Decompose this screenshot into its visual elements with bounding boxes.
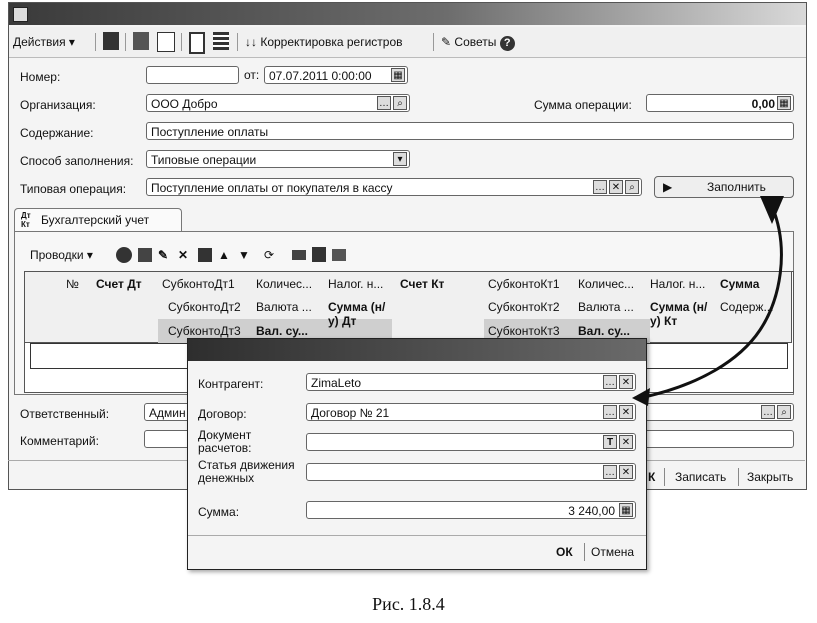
clear-icon[interactable]: ✕ (619, 465, 633, 479)
ok-button[interactable]: К (648, 470, 656, 484)
select-dots-icon[interactable]: … (763, 407, 773, 418)
contract-value: Договор № 21 (311, 406, 390, 420)
refresh-icon[interactable]: ⟳ (264, 248, 275, 262)
contractor-label: Контрагент: (198, 377, 264, 391)
col-amount[interactable]: Сумма (720, 277, 760, 291)
figure-caption: Рис. 1.8.4 (372, 594, 445, 614)
col-subconto-dt2[interactable]: СубконтоДт2 (168, 300, 241, 314)
comment-label: Комментарий: (20, 434, 99, 448)
col-currency-kt[interactable]: Валюта ... (578, 300, 634, 314)
search-icon[interactable]: ⌕ (777, 405, 791, 419)
edit-icon[interactable]: ✎ (158, 248, 169, 262)
close-button[interactable]: Закрыть (738, 468, 793, 486)
organization-label: Организация: (20, 98, 96, 112)
col-subconto-dt1[interactable]: СубконтоДт1 (162, 277, 235, 291)
dialog-ok-button[interactable]: ОК (556, 545, 573, 559)
fill-method-value: Типовые операции (151, 153, 257, 167)
col-quantity-kt[interactable]: Количес... (578, 277, 635, 291)
col-debit-account[interactable]: Счет Дт (96, 277, 142, 291)
tips-icon: ✎ (441, 35, 452, 49)
col-currency-sum-kt[interactable]: Вал. су... (578, 324, 630, 338)
contract-label: Договор: (198, 407, 247, 421)
tips-label: Советы (454, 35, 497, 49)
debit-credit-icon: Дт Кт (21, 211, 31, 229)
col-tax-kt[interactable]: Налог. н... (650, 277, 706, 291)
col-subconto-kt1[interactable]: СубконтоКт1 (488, 277, 560, 291)
content-label: Содержание: (20, 126, 94, 140)
cashflow-label-line2: денежных (198, 471, 255, 485)
typical-operation-label: Типовая операция: (20, 182, 127, 196)
date-value: 07.07.2011 0:00:00 (269, 69, 372, 83)
move-up-icon[interactable]: ▲ (218, 248, 230, 262)
delete-icon[interactable]: ✕ (178, 248, 189, 262)
amount-label: Сумма: (198, 505, 240, 519)
actions-label: Действия (13, 35, 66, 49)
fill-button-label: Заполнить (707, 180, 766, 194)
select-dots-icon[interactable]: … (605, 377, 615, 388)
col-credit-account[interactable]: Счет Кт (400, 277, 445, 291)
arrow-head (632, 388, 650, 406)
chevron-down-icon[interactable]: ▾ (393, 152, 407, 166)
select-dots-icon[interactable]: … (605, 467, 615, 478)
col-amount-nu-kt[interactable]: Сумма (н/у) Кт (650, 300, 708, 328)
calculator-icon[interactable]: ▦ (777, 96, 791, 110)
select-dots-icon[interactable]: … (605, 407, 615, 418)
dialog-cancel-button[interactable]: Отмена (584, 543, 634, 561)
col-subconto-dt3[interactable]: СубконтоДт3 (168, 324, 241, 338)
search-icon[interactable]: ⌕ (393, 96, 407, 110)
save-button[interactable]: Записать (664, 468, 726, 486)
cashflow-label-line1: Статья движения (198, 458, 295, 472)
entries-label: Проводки (30, 248, 84, 262)
type-icon[interactable]: T (603, 435, 617, 449)
calendar-icon[interactable]: ▦ (391, 68, 405, 82)
arrow-tail-marker (760, 196, 784, 224)
register-label: Корректировка регистров (260, 35, 403, 49)
col-subconto-kt3[interactable]: СубконтоКт3 (488, 324, 560, 338)
settlement-doc-label-line1: Документ (198, 428, 252, 442)
fill-method-label: Способ заполнения: (20, 154, 134, 168)
col-number[interactable]: № (66, 277, 79, 291)
chevron-down-icon: ▾ (68, 35, 75, 49)
amount-value: 3 240,00 (568, 504, 615, 518)
select-dots-icon[interactable]: … (595, 182, 605, 193)
col-currency-sum-dt[interactable]: Вал. су... (256, 324, 308, 338)
search-icon[interactable]: ⌕ (625, 180, 639, 194)
chevron-down-icon: ▾ (86, 248, 93, 262)
help-icon[interactable]: ? (500, 36, 515, 51)
move-down-icon[interactable]: ▼ (238, 248, 250, 262)
play-icon: ▶ (663, 180, 673, 194)
col-tax-dt[interactable]: Налог. н... (328, 277, 384, 291)
responsible-value: Админ (149, 406, 186, 420)
content-field[interactable]: Поступление оплаты (146, 122, 794, 140)
clear-icon[interactable]: ✕ (619, 435, 633, 449)
clear-icon[interactable]: ✕ (619, 405, 633, 419)
contractor-value: ZimaLeto (311, 376, 362, 390)
operation-sum-label: Сумма операции: (534, 98, 632, 112)
number-label: Номер: (20, 70, 61, 84)
settlement-doc-label-line2: расчетов: (198, 441, 252, 455)
col-content[interactable]: Содерж... (720, 300, 774, 314)
clear-icon[interactable]: ✕ (619, 375, 633, 389)
clear-icon[interactable]: ✕ (609, 180, 623, 194)
col-currency-dt[interactable]: Валюта ... (256, 300, 312, 314)
arrow-line (640, 206, 781, 398)
register-icon: ↓↓ (245, 35, 257, 49)
responsible-label: Ответственный: (20, 407, 110, 421)
typical-operation-value: Поступление оплаты от покупателя в кассу (151, 181, 393, 195)
col-amount-nu-dt[interactable]: Сумма (н/у) Дт (328, 300, 386, 328)
calculator-icon[interactable]: ▦ (619, 503, 633, 517)
organization-value: ООО Добро (151, 97, 218, 111)
date-label: от: (244, 68, 260, 82)
select-dots-icon[interactable]: … (379, 98, 389, 109)
operation-sum-value: 0,00 (751, 97, 775, 111)
col-quantity-dt[interactable]: Количес... (256, 277, 313, 291)
tab-accounting-label: Бухгалтерский учет (41, 213, 150, 227)
col-subconto-kt2[interactable]: СубконтоКт2 (488, 300, 560, 314)
